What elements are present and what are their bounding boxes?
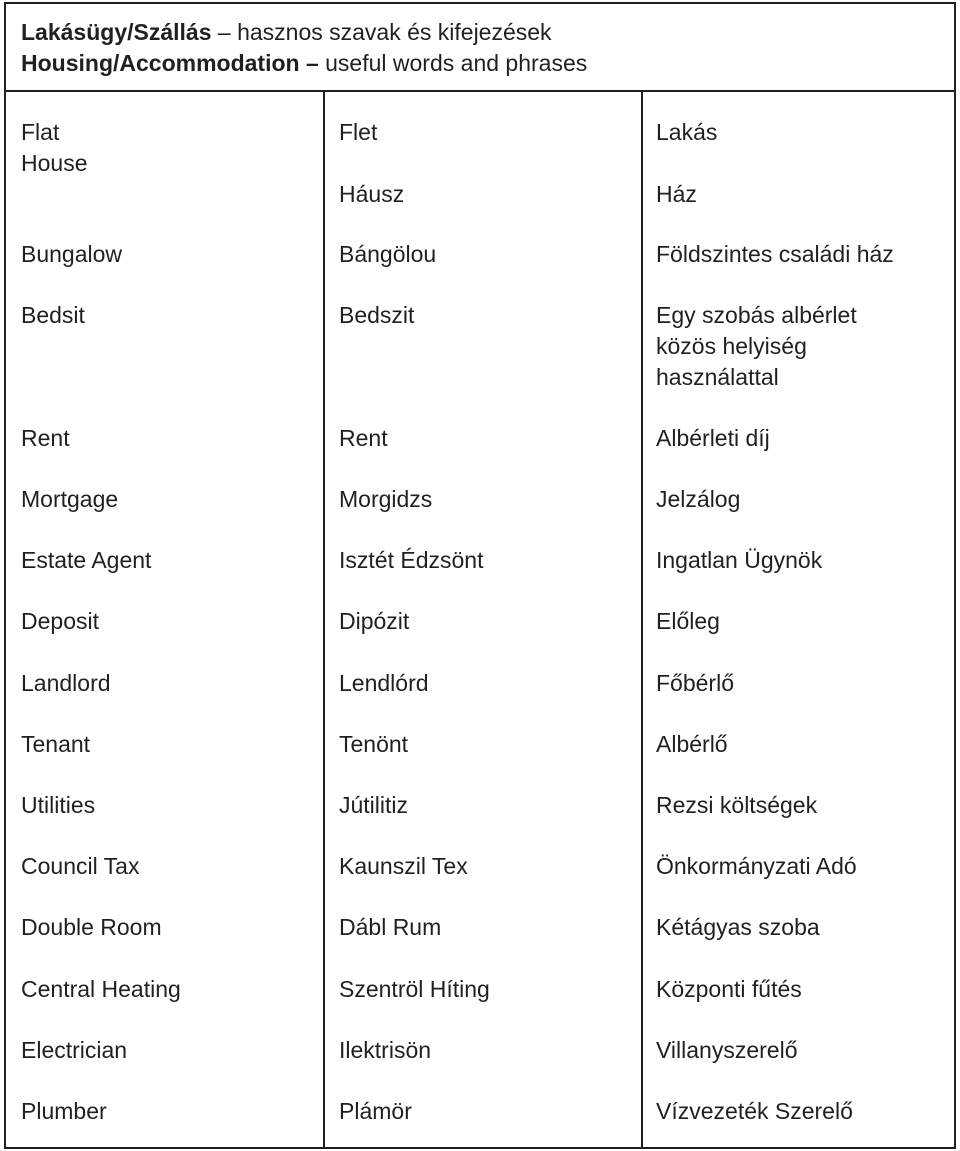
cell-english (21, 851, 139, 882)
cell-text: Lakás (656, 119, 718, 145)
cell-phonetic (339, 423, 388, 454)
cell-text: Central Heating (21, 976, 181, 1002)
header-subtitle-hungarian: – hasznos szavak és kifejezések (217, 19, 552, 45)
cell-hungarian (656, 423, 770, 454)
cell-hungarian (656, 606, 720, 637)
cell-text: Plámör (339, 1098, 412, 1124)
cell-text: Morgidzs (339, 486, 433, 512)
cell-text: Lendlórd (339, 670, 429, 696)
cell-hungarian (656, 545, 822, 576)
cell-english (21, 729, 90, 760)
cell-text: Council Tax (21, 853, 140, 879)
cell-text: Főbérlő (656, 670, 734, 696)
cell-english (21, 117, 87, 179)
cell-text: Egy szobás albérlet (656, 302, 857, 328)
cell-text: Ház (656, 181, 697, 207)
cell-text: Kétágyas szoba (656, 914, 820, 940)
cell-text: Flat (21, 119, 60, 145)
cell-hungarian (656, 851, 857, 882)
cell-english (21, 300, 85, 331)
cell-text: Landlord (21, 670, 111, 696)
cell-hungarian (656, 484, 740, 515)
cell-hungarian (656, 668, 734, 699)
cell-text: Földszintes családi ház (656, 241, 894, 267)
cell-text: Villanyszerelő (656, 1037, 798, 1063)
cell-text: Ilektrisön (339, 1037, 432, 1063)
cell-text: Bedszit (339, 302, 415, 328)
cell-english (21, 1035, 127, 1066)
cell-text: Szentröl Híting (339, 976, 490, 1002)
cell-text: Plumber (21, 1098, 107, 1124)
cell-text: közös helyiség (656, 333, 807, 359)
cell-text: Isztét Édzsönt (339, 547, 484, 573)
cell-text: Bungalow (21, 241, 123, 267)
cell-text: Önkormányzati Adó (656, 853, 857, 879)
cell-text: Jútilitiz (339, 792, 409, 818)
column-divider (323, 90, 325, 1149)
cell-phonetic (339, 300, 414, 331)
cell-english (21, 545, 151, 576)
header-subtitle-english: useful words and phrases (325, 50, 588, 76)
cell-text: Tenönt (339, 731, 409, 757)
cell-phonetic (339, 851, 468, 882)
cell-hungarian (656, 1096, 853, 1127)
header-title-english-bold: Housing/Accommodation – (21, 50, 319, 76)
header-title-hungarian-bold: Lakásügy/Szállás (21, 19, 212, 45)
cell-english (21, 1096, 107, 1127)
cell-text: Albérlő (656, 731, 728, 757)
cell-hungarian (656, 239, 894, 270)
cell-english (21, 974, 181, 1005)
cell-hungarian (656, 974, 802, 1005)
cell-phonetic (339, 1035, 431, 1066)
cell-text: Flet (339, 119, 378, 145)
cell-english (21, 912, 162, 943)
cell-hungarian (656, 912, 820, 943)
cell-phonetic (339, 790, 408, 821)
cell-phonetic (339, 545, 483, 576)
cell-hungarian (656, 117, 717, 210)
cell-text: Központi fűtés (656, 976, 802, 1002)
cell-phonetic (339, 1096, 412, 1127)
cell-english (21, 239, 122, 270)
cell-text: Jelzálog (656, 486, 741, 512)
cell-english (21, 484, 118, 515)
cell-english (21, 606, 99, 637)
cell-text: Bángölou (339, 241, 437, 267)
cell-text: Mortgage (21, 486, 119, 512)
cell-text: Rent (339, 425, 388, 451)
cell-phonetic (339, 239, 436, 270)
cell-text: Albérleti díj (656, 425, 770, 451)
cell-phonetic (339, 912, 441, 943)
cell-text: Utilities (21, 792, 96, 818)
cell-phonetic (339, 974, 490, 1005)
cell-text: Electrician (21, 1037, 128, 1063)
cell-text: Double Room (21, 914, 162, 940)
cell-text: Ingatlan Ügynök (656, 547, 823, 573)
cell-phonetic (339, 668, 429, 699)
header-title-english (21, 48, 587, 78)
cell-hungarian (656, 790, 817, 821)
cell-phonetic (339, 117, 404, 210)
cell-hungarian (656, 729, 728, 760)
cell-phonetic (339, 729, 408, 760)
cell-text: Kaunszil Tex (339, 853, 468, 879)
cell-text: Tenant (21, 731, 91, 757)
cell-text: Deposit (21, 608, 99, 634)
cell-text: Háusz (339, 181, 405, 207)
cell-text: Rent (21, 425, 70, 451)
cell-english (21, 668, 111, 699)
header-title-hungarian (21, 17, 552, 47)
cell-english (21, 790, 95, 821)
cell-hungarian (656, 1035, 797, 1066)
column-divider (641, 90, 643, 1149)
cell-phonetic (339, 484, 432, 515)
table-header (6, 4, 954, 92)
cell-text: House (21, 150, 88, 176)
vocabulary-table (4, 2, 956, 1149)
cell-text: Előleg (656, 608, 720, 634)
cell-text: Vízvezeték Szerelő (656, 1098, 853, 1124)
cell-text: használattal (656, 364, 779, 390)
cell-text: Dábl Rum (339, 914, 442, 940)
cell-text: Rezsi költségek (656, 792, 818, 818)
cell-text: Dipózit (339, 608, 410, 634)
cell-text: Bedsit (21, 302, 85, 328)
cell-phonetic (339, 606, 409, 637)
cell-hungarian (656, 300, 857, 393)
cell-text: Estate Agent (21, 547, 152, 573)
cell-english (21, 423, 70, 454)
